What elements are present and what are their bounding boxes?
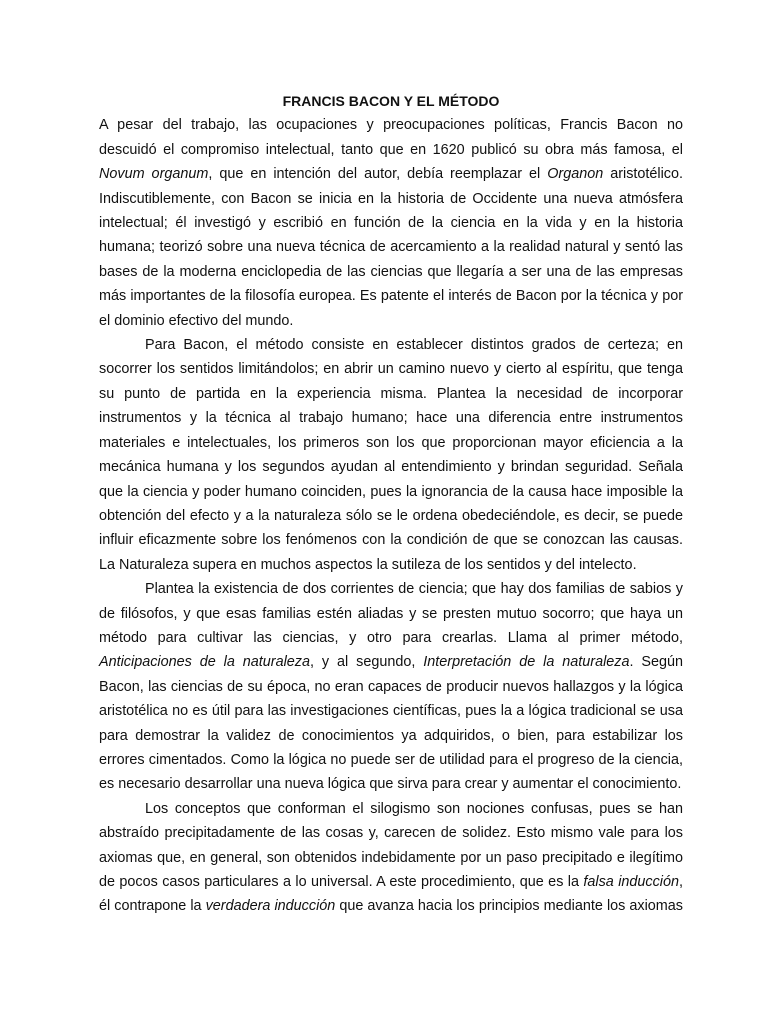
italic-term: Organon	[547, 166, 604, 183]
paragraph-text: Los conceptos que conforman el silogismo son nociones confusas, pues se han abstraído precipitadamente de las cosas y, carecen de solidez. Esto mismo vale para los axiomas que, en general, son obtenidos indebidamente por un paso precipitado e ilegítimo de pocos casos particulares a lo universal. A este procedimiento, que es la	[99, 800, 683, 890]
body-paragraph	[99, 797, 683, 919]
italic-term: Anticipaciones de la naturaleza	[99, 654, 310, 671]
body-paragraph	[99, 577, 683, 797]
paragraph-text: , y al segundo,	[309, 654, 424, 671]
paragraph-text: , que en intención del autor, debía reemplazar el	[208, 166, 548, 183]
paragraph-text: Para Bacon, el método consiste en establecer distintos grados de certeza; en socorrer los sentidos limitándolos; en abrir un camino nuevo y cierto al espíritu, que tenga su punto de partida en la experiencia misma. Plantea la necesidad de incorporar instrumentos y la técnica al trabajo humano; hace una diferencia entre instrumentos materiales e intelectuales, los primeros son los que proporcionan mayor eficiencia a la mecánica humana y los segundos ayudan al entendimiento y brindan seguridad. Señala que la ciencia y poder humano coinciden, pues la ignorancia de la causa hace imposible la obtención del efecto y a la naturaleza sólo se le ordena obedeciéndole, es decir, se puede influir eficazmente sobre los fenómenos con la condición de que se conozcan las causas. La Naturaleza supera en muchos aspectos la sutileza de los sentidos y del intelecto.	[99, 337, 683, 573]
paragraph-text: A pesar del trabajo, las ocupaciones y preocupaciones políticas, Francis Bacon no descuidó el compromiso intelectual, tanto que en 1620 publicó su obra más famosa, el	[99, 117, 683, 158]
italic-term: Interpretación de la naturaleza	[423, 654, 630, 671]
body-paragraph	[99, 113, 683, 333]
document-title: FRANCIS BACON Y EL MÉTODO	[282, 93, 500, 109]
paragraph-text: aristotélico. Indiscutiblemente, con Bacon se inicia en la historia de Occidente una nueva atmósfera intelectual; él investigó y escribió en función de la ciencia en la vida y en la historia humana; teorizó sobre una nueva técnica de acercamiento a la realidad natural y sentó las bases de la moderna enciclopedia de las ciencias que llegaría a ser una de las empresas más importantes de la filosofía europea. Es patente el interés de Bacon por la técnica y por el dominio efectivo del mundo.	[99, 166, 683, 329]
paragraph-list	[99, 113, 683, 918]
paragraph-text: , él contrapone la	[99, 874, 683, 915]
italic-term: verdadera inducción	[205, 898, 336, 915]
document-body	[99, 89, 683, 919]
paragraph-text: que avanza hacia los principios mediante los axiomas	[335, 898, 683, 915]
paragraph-text: Plantea la existencia de dos corrientes de ciencia; que hay dos familias de sabios y de filósofos, y que esas familias estén aliadas y se presten mutuo socorro; que haya un método para cultivar las ciencias, y otro para crearlas. Llama al primer método,	[99, 581, 683, 646]
body-paragraph	[99, 333, 683, 577]
paragraph-text: . Según Bacon, las ciencias de su época, no eran capaces de producir nuevos hallazgos y la lógica aristotélica no es útil para las investigaciones científicas, pues la a lógica tradicional se usa para demostrar la validez de conocimientos ya adquiridos, o bien, para estabilizar los errores cimentados. Como la lógica no puede ser de utilidad para el progreso de la ciencia, es necesario desarrollar una nueva lógica que sirva para crear y aumentar el conocimiento.	[99, 654, 684, 793]
italic-term: falsa inducción	[583, 874, 679, 890]
italic-term: Novum organum	[99, 166, 209, 183]
